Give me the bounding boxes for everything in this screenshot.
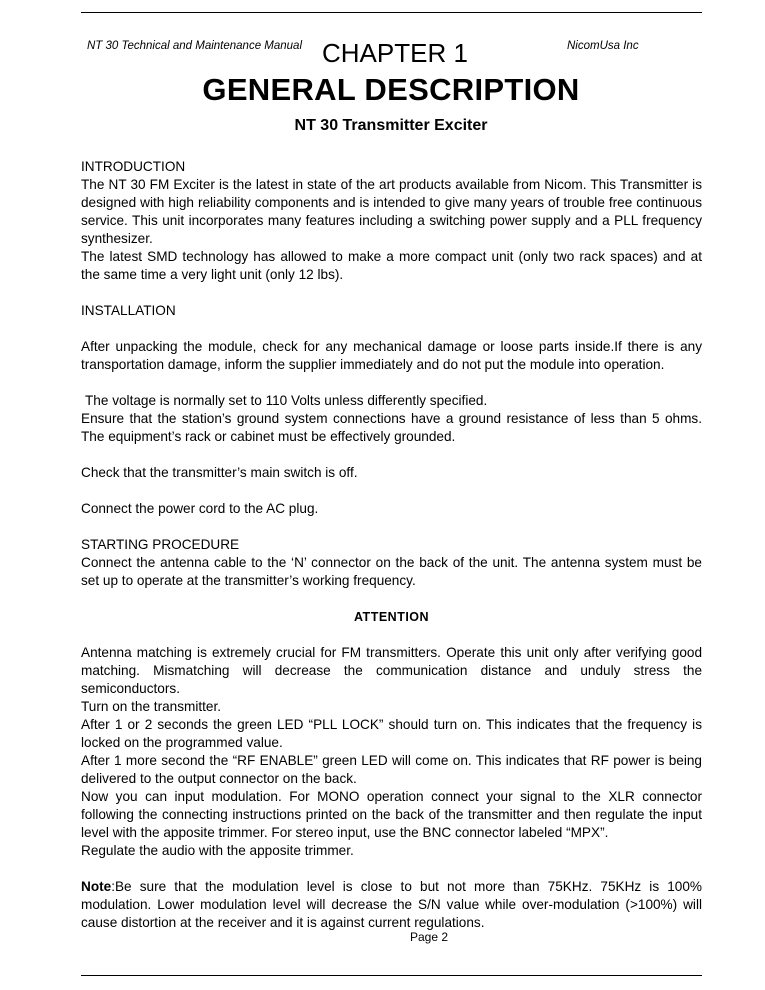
- manual-title: NT 30 Technical and Maintenance Manual: [87, 40, 303, 52]
- attention-paragraph: Turn on the transmitter.: [81, 699, 222, 714]
- installation-paragraph: After unpacking the module, check for any mechanical damage or loose parts inside.If there is any transportation damage, inform the supplier immediately and do not put the module into operation.: [81, 339, 702, 372]
- page-title: GENERAL DESCRIPTION: [202, 72, 580, 107]
- installation-paragraph: Connect the power cord to the AC plug.: [81, 501, 319, 516]
- attention-paragraph: After 1 more second the “RF ENABLE” green LED will come on. This indicates that RF power is being delivered to the output connector on the back.: [81, 753, 702, 786]
- attention-paragraph: After 1 or 2 seconds the green LED “PLL LOCK” should turn on. This indicates that the frequency is locked on the programmed value.: [81, 717, 702, 750]
- top-rule: [81, 12, 702, 13]
- introduction-paragraph: The NT 30 FM Exciter is the latest in state of the art products available from Nicom. This Transmitter is designed with high reliability components and is intended to give many years of trouble free continuous service. This unit incorporates many features including a switching power supply and a PLL frequency synthesizer.: [81, 177, 702, 246]
- attention-heading: ATTENTION: [353, 610, 430, 624]
- introduction-heading: INTRODUCTION: [81, 159, 186, 174]
- note-text: :Be sure that the modulation level is close to but not more than 75KHz. 75KHz is 100% modulation. Lower modulation level will decrease the S/N value while over-modulation (>100%) will cause distortion at the receiver and it is against current regulations.: [81, 879, 702, 930]
- company-name: NicomUsa Inc: [567, 40, 639, 52]
- note-label: Note: [81, 879, 112, 894]
- starting-paragraph: Connect the antenna cable to the ‘N’ connector on the back of the unit. The antenna system must be set up to operate at the transmitter’s working frequency.: [81, 555, 702, 588]
- installation-paragraph: Check that the transmitter’s main switch is off.: [81, 465, 358, 480]
- installation-heading: INSTALLATION: [81, 303, 176, 318]
- attention-paragraph: Regulate the audio with the apposite trimmer.: [81, 843, 354, 858]
- attention-paragraph: Now you can input modulation. For MONO operation connect your signal to the XLR connector following the connecting instructions printed on the back of the transmitter and then regulate the input level with the apposite trimmer. For stereo input, use the BNC connector labeled “MPX”.: [81, 789, 702, 840]
- document-body: [81, 158, 702, 932]
- installation-paragraph: Ensure that the station’s ground system connections have a ground resistance of less than 5 ohms. The equipment’s rack or cabinet must be effectively grounded.: [81, 411, 702, 444]
- introduction-paragraph: The latest SMD technology has allowed to make a more compact unit (only two rack spaces) and at the same time a very light unit (only 12 lbs).: [81, 249, 702, 282]
- page-subtitle: NT 30 Transmitter Exciter: [294, 117, 488, 134]
- note-paragraph: [81, 878, 702, 932]
- bottom-rule: [81, 975, 702, 976]
- installation-paragraph: The voltage is normally set to 110 Volts unless differently specified.: [85, 393, 488, 408]
- starting-heading: STARTING PROCEDURE: [81, 537, 240, 552]
- page-number: Page 2: [410, 930, 449, 944]
- attention-paragraph: Antenna matching is extremely crucial for FM transmitters. Operate this unit only after verifying good matching. Mismatching will decrease the communication distance and unduly stress the semiconductors.: [81, 645, 702, 696]
- chapter-label: CHAPTER 1: [322, 38, 468, 68]
